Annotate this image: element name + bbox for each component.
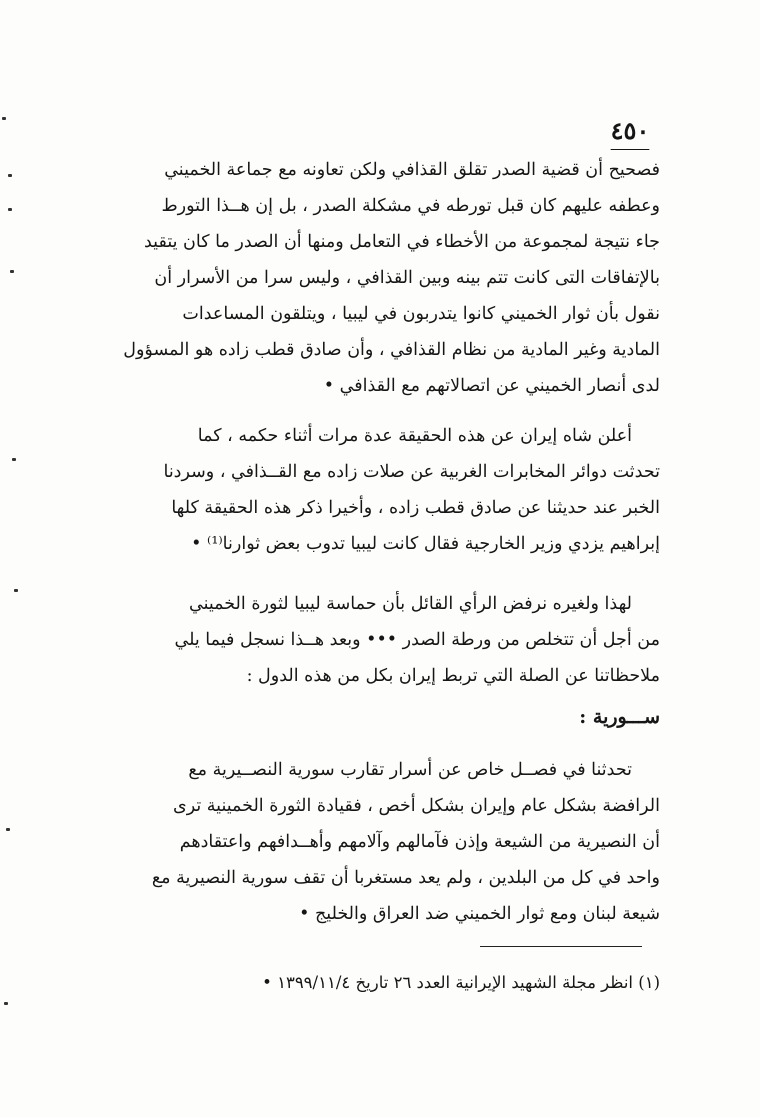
paragraph-line: المادية وغير المادية من نظام القذافي ، وأن صادق قطب زاده هو المسؤول: [123, 340, 660, 360]
scan-edge-mark: [2, 117, 6, 120]
scan-edge-mark: [8, 208, 12, 211]
paragraph-line: فصحيح أن قضية الصدر تقلق القذافي ولكن تعاونه مع جماعة الخميني: [164, 160, 660, 180]
page-number: ٤٥٠: [610, 116, 650, 145]
scan-edge-mark: [12, 458, 16, 461]
scan-edge-mark: [8, 174, 12, 177]
paragraph-line: جاء نتيجة لمجموعة من الأخطاء في التعامل ومنها أن الصدر ما كان يتقيد: [144, 232, 660, 252]
paragraph-line: إبراهيم يزدي وزير الخارجية فقال كانت ليبيا تدوب بعض ثوارنا⁽¹⁾ •: [191, 534, 660, 554]
paragraph-line: نقول بأن ثوار الخميني كانوا يتدربون في ليبيا ، ويتلقون المساعدات: [182, 304, 660, 324]
paragraph-line: وعطفه عليهم كان قبل تورطه في مشكلة الصدر ، بل إن هــذا التورط: [161, 196, 660, 216]
paragraph-line: لدى أنصار الخميني عن اتصالاتهم مع القذافي •: [323, 376, 660, 396]
paragraph-line: الرافضة بشكل عام وإيران بشكل أخص ، فقيادة الثورة الخمينية ترى: [173, 796, 660, 816]
paragraph-line: من أجل أن تتخلص من ورطة الصدر ••• وبعد هــذا نسجل فيما يلي: [174, 630, 660, 650]
paragraph-line: أن النصيرية من الشيعة وإذن فآمالهم وآلامهم وأهــدافهم واعتقادهم: [179, 832, 660, 852]
paragraph-1: [100, 152, 660, 404]
footnote-divider: [480, 946, 642, 947]
paragraph-line: تحدثت دوائر المخابرات الغربية عن صلات زاده مع القــذافي ، وسردنا: [163, 462, 660, 482]
footnote: (١) انظر مجلة الشهيد الإيرانية العدد ٢٦ تاريخ ١٣٩٩/١١/٤ •: [262, 973, 660, 992]
section-heading: ســـورية :: [579, 706, 660, 728]
paragraph-3: [100, 586, 660, 694]
paragraph-line: واحد في كل من البلدين ، ولم يعد مستغربا أن تقف سورية النصيرية مع: [151, 868, 660, 888]
paragraph-line: بالإتفاقات التى كانت تتم بينه وبين القذافي ، وليس سرا من الأسرار أن: [154, 268, 660, 288]
scan-edge-mark: [6, 828, 10, 831]
paragraph-line: لهذا ولغيره نرفض الرأي القائل بأن حماسة ليبيا لثورة الخميني: [189, 594, 632, 614]
paragraph-line: أعلن شاه إيران عن هذه الحقيقة عدة مرات أثناء حكمه ، كما: [197, 426, 632, 446]
scan-edge-mark: [10, 270, 14, 273]
paragraph-2: [100, 418, 660, 562]
paragraph-line: الخبر عند حديثنا عن صادق قطب زاده ، وأخيرا ذكر هذه الحقيقة كلها: [171, 498, 660, 518]
paragraph-4: [100, 752, 660, 932]
scan-edge-mark: [4, 1002, 8, 1005]
paragraph-line: شيعة لبنان ومع ثوار الخميني ضد العراق والخليج •: [299, 904, 660, 924]
paragraph-line: تحدثنا في فصــل خاص عن أسرار تقارب سورية النصــيرية مع: [188, 760, 632, 780]
scan-edge-mark: [14, 589, 18, 592]
paragraph-line: ملاحظاتنا عن الصلة التي تربط إيران بكل من هذه الدول :: [246, 666, 660, 686]
